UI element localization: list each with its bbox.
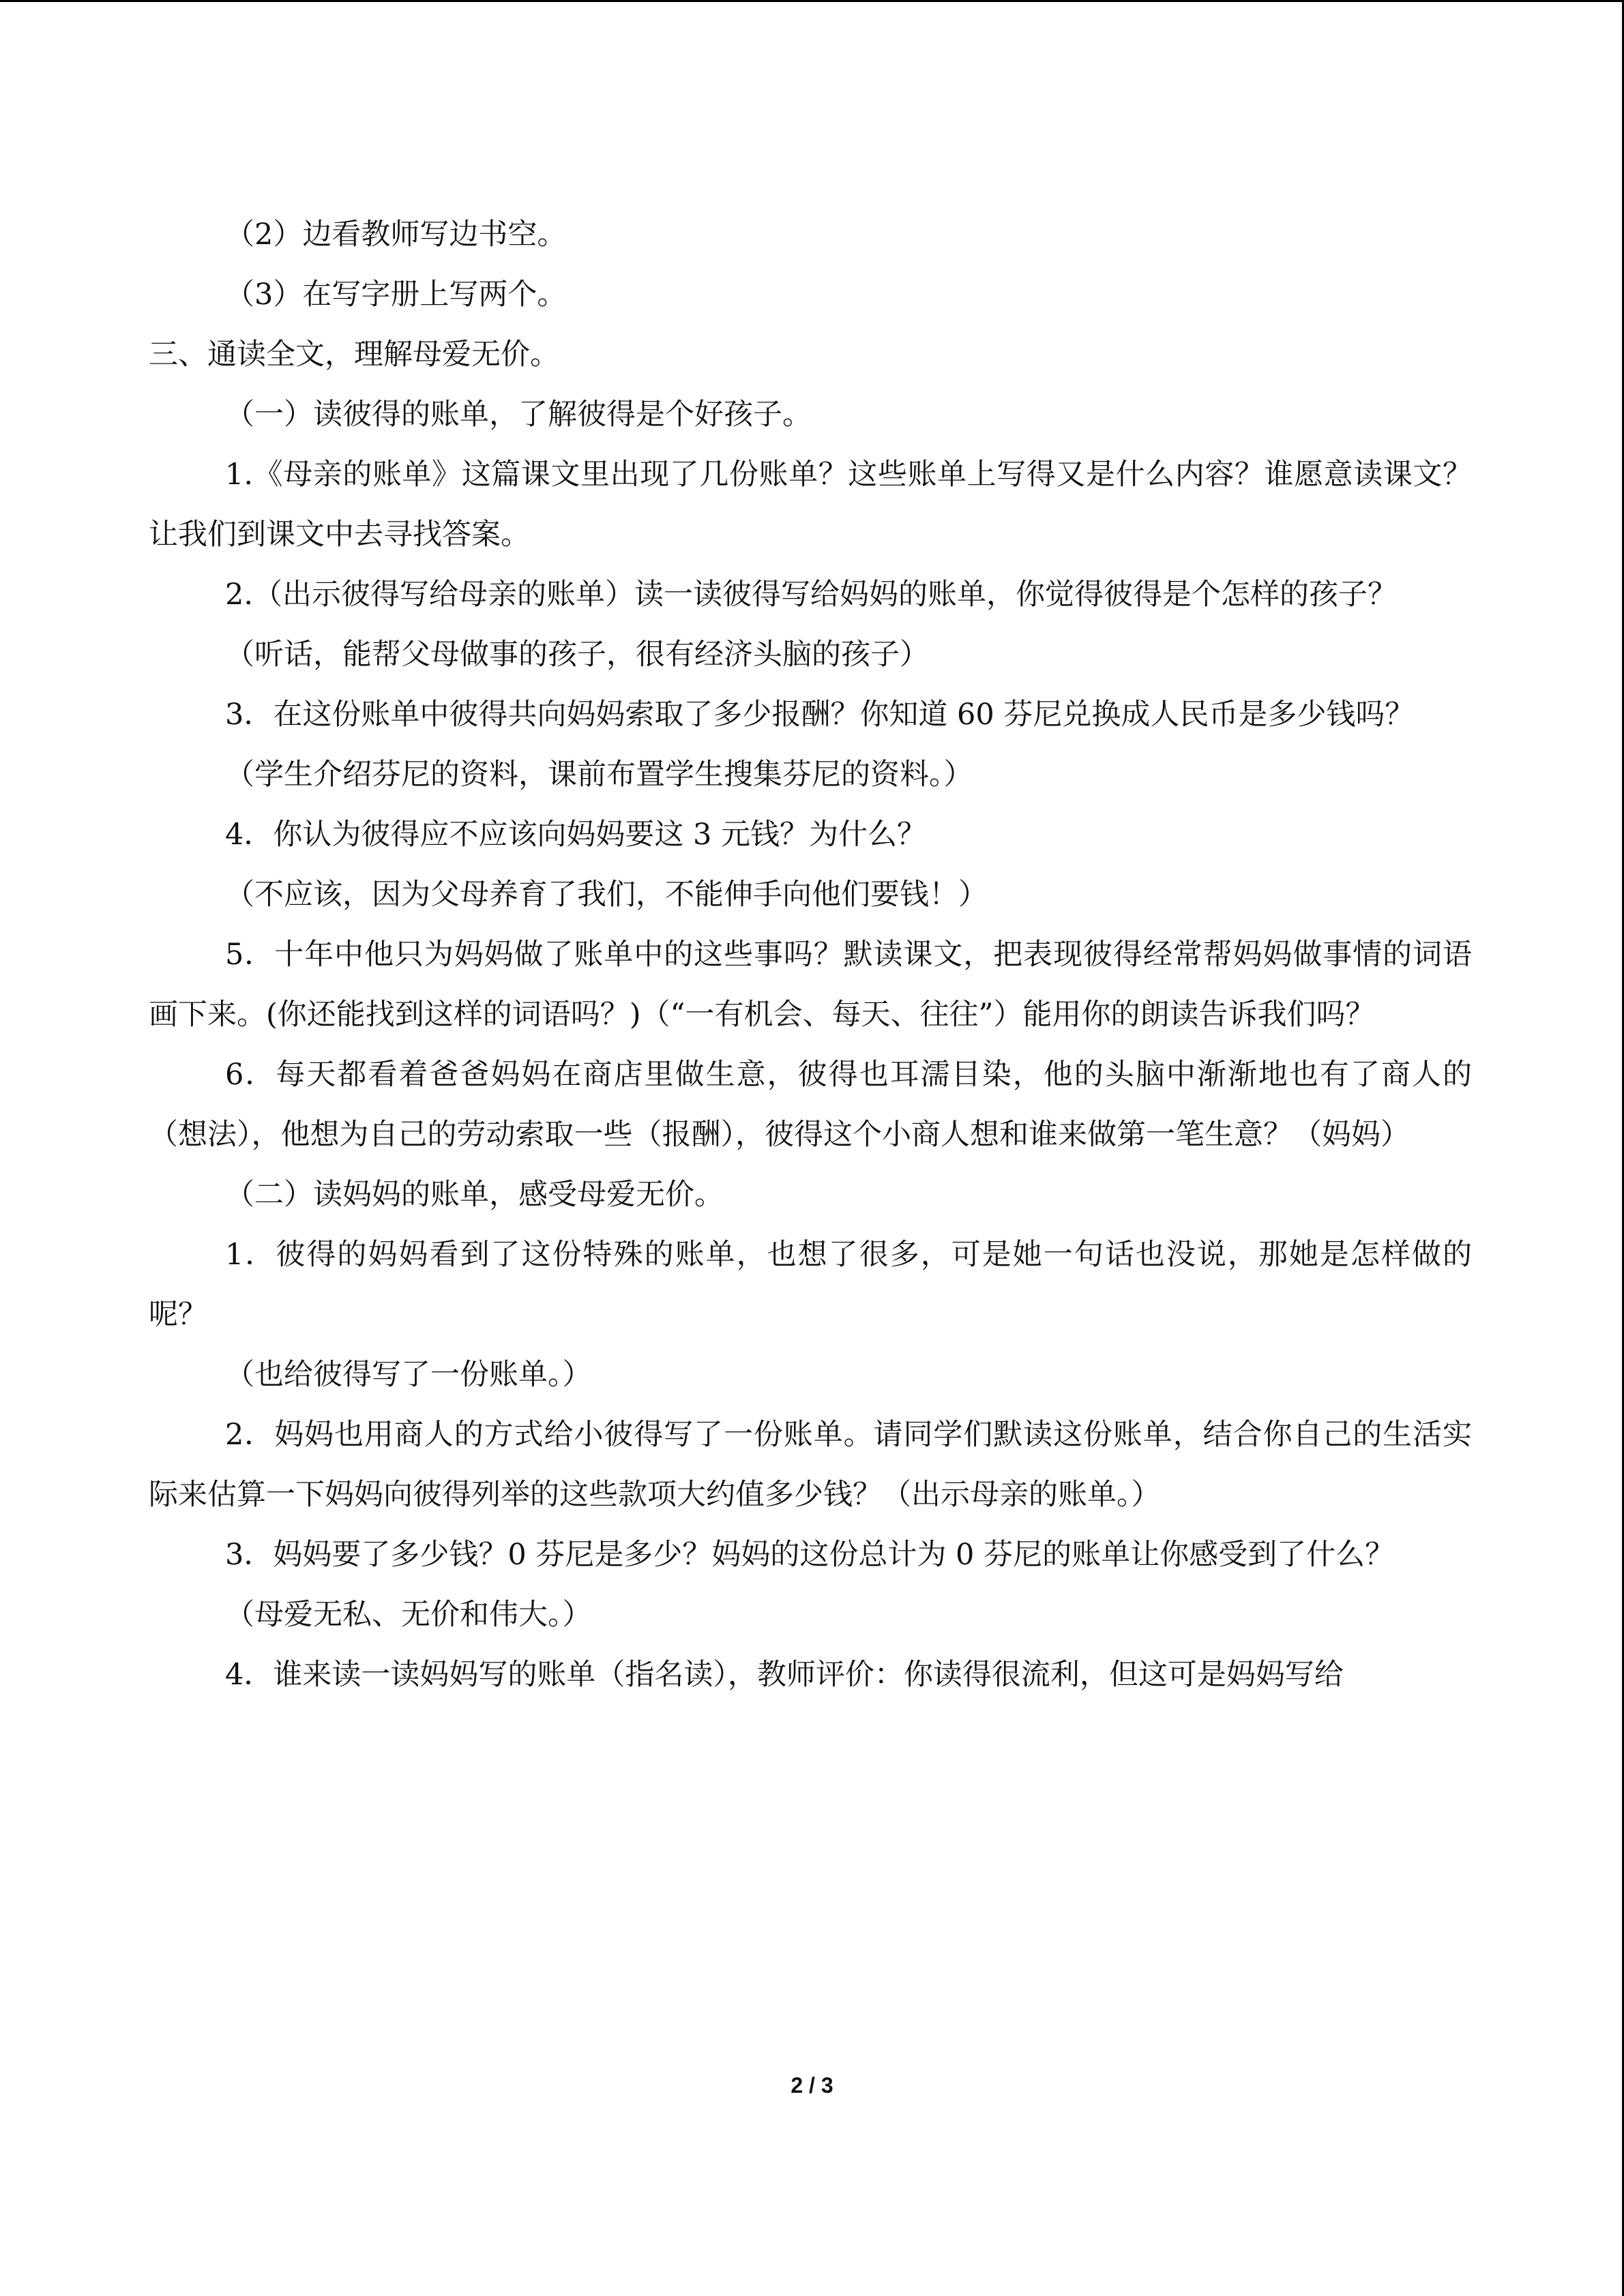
paragraph-q2: 2.（出示彼得写给母亲的账单）读一读彼得写给妈妈的账单，你觉得彼得是个怎样的孩子？ xyxy=(225,578,1398,612)
section-heading-3: 三、通读全文，理解母爱无价。 xyxy=(149,338,559,372)
paragraph-mq2: 2．妈妈也用商人的方式给小彼得写了一份账单。请同学们默读这份账单，结合你自己的生活实际来估算一下妈妈向彼得列举的这些款项大约值多少钱？（出示母亲的账单。） xyxy=(149,1418,1472,1512)
paragraph-answer-4: （不应该，因为父母养育了我们，不能伸手向他们要钱！） xyxy=(225,878,988,912)
paragraph-2: （3）在写字册上写两个。 xyxy=(225,278,567,312)
paragraph-answer-2: （听话，能帮父母做事的孩子，很有经济头脑的孩子） xyxy=(225,638,929,672)
subsection-heading-2: （二）读妈妈的账单，感受母爱无价。 xyxy=(225,1178,724,1212)
paragraph-mq4: 4．谁来读一读妈妈写的账单（指名读），教师评价：你读得很流利，但这可是妈妈写给 xyxy=(225,1658,1344,1692)
paragraph-mq3: 3．妈妈要了多少钱？0 芬尼是多少？妈妈的这份总计为 0 芬尼的账单让你感受到了什么？ xyxy=(225,1538,1395,1572)
paragraph-q4: 4．你认为彼得应不应该向妈妈要这 3 元钱？为什么？ xyxy=(225,818,927,852)
document-body xyxy=(149,205,1472,1705)
paragraph-answer-3: （学生介绍芬尼的资料，课前布置学生搜集芬尼的资料。） xyxy=(225,758,973,792)
paragraph-q5: 5．十年中他只为妈妈做了账单中的这些事吗？默读课文，把表现彼得经常帮妈妈做事情的词语画下来。(你还能找到这样的词语吗？)（“一有机会、每天、往往”）能用你的朗读告诉我们吗？ xyxy=(149,938,1472,1032)
paragraph-q1: 1.《母亲的账单》这篇课文里出现了几份账单？这些账单上写得又是什么内容？谁愿意读课文？让我们到课文中去寻找答案。 xyxy=(149,458,1472,552)
paragraph-q6: 6．每天都看着爸爸妈妈在商店里做生意，彼得也耳濡目染，他的头脑中渐渐地也有了商人的（想法），他想为自己的劳动索取一些（报酬），彼得这个小商人想和谁来做第一笔生意？（妈妈） xyxy=(149,1058,1472,1152)
paragraph-manswer-1: （也给彼得写了一份账单。） xyxy=(225,1358,592,1392)
paragraph-1: （2）边看教师写边书空。 xyxy=(225,218,567,252)
subsection-heading-1: （一）读彼得的账单，了解彼得是个好孩子。 xyxy=(225,398,812,432)
paragraph-q3: 3．在这份账单中彼得共向妈妈索取了多少报酬？你知道 60 芬尼兑换成人民币是多少钱吗？ xyxy=(225,698,1415,732)
page-number: 2 / 3 xyxy=(791,2073,833,2098)
paragraph-manswer-3: （母爱无私、无价和伟大。） xyxy=(225,1598,592,1632)
top-border-line xyxy=(0,0,1624,2)
paragraph-mq1: 1．彼得的妈妈看到了这份特殊的账单，也想了很多，可是她一句话也没说，那她是怎样做的呢？ xyxy=(149,1238,1472,1332)
